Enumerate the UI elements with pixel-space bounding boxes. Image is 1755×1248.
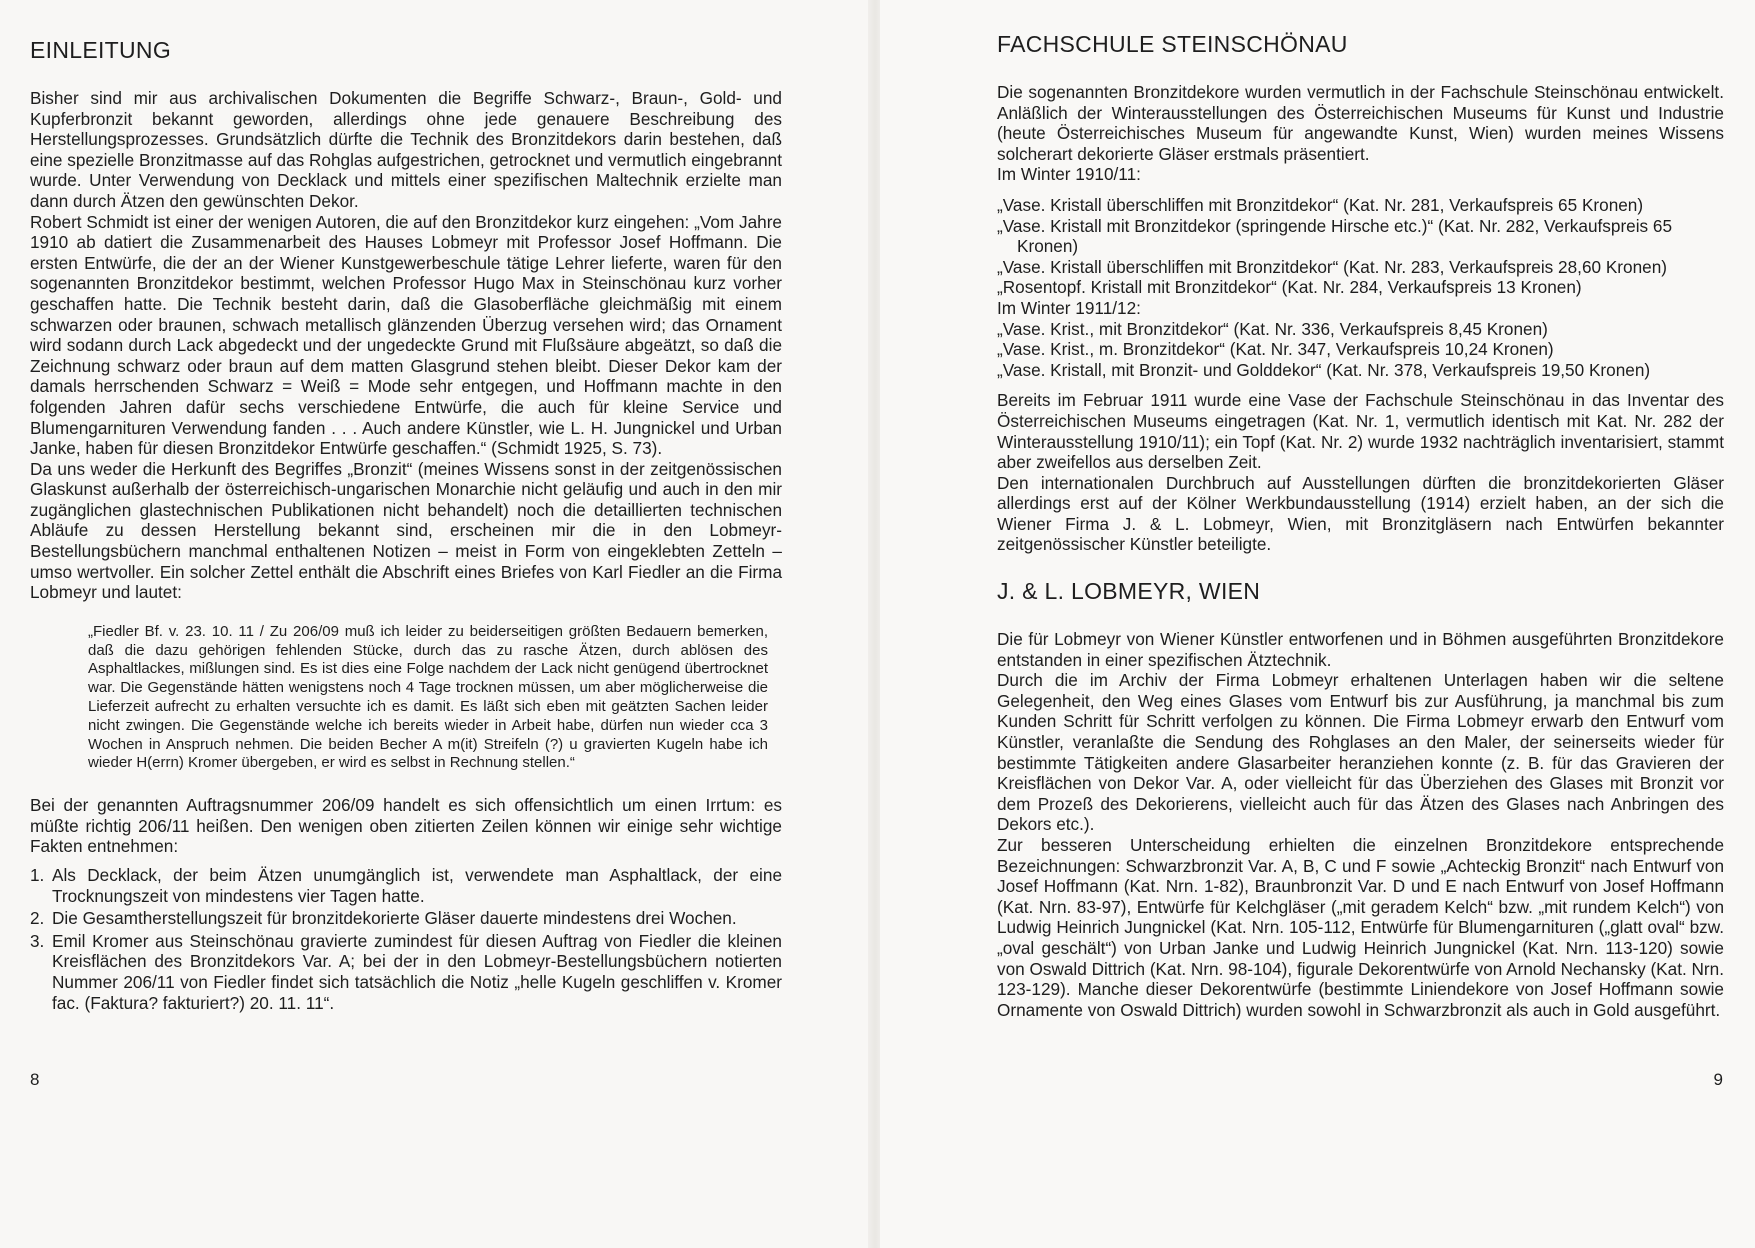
catalog-entry: „Rosentopf. Kristall mit Bronzitdekor“ (Kat. Nr. 284, Verkaufspreis 13 Kronen) — [997, 277, 1582, 298]
page-number-left: 8 — [30, 1070, 40, 1089]
list-number: 3. — [30, 930, 45, 951]
list-item — [30, 865, 782, 906]
list-number: 2. — [30, 908, 45, 929]
winter-1910-label: Im Winter 1910/11: — [997, 164, 1141, 185]
left-text-column — [30, 36, 782, 1015]
page-number-right: 9 — [1713, 1070, 1723, 1089]
list-item — [30, 931, 782, 1013]
paragraph-auftragsnummer: Bei der genannten Auftragsnummer 206/09 handelt es sich offensichtlich um einen Irrtum: es müßte richtig 206/11 heißen. Den wenigen oben zitierten Zeilen können wir einige sehr wichtige Fakten entnehmen: — [30, 795, 782, 857]
catalog-entry: „Vase. Kristall überschliffen mit Bronzitdekor“ (Kat. Nr. 281, Verkaufspreis 65 Kronen) — [997, 194, 1644, 215]
left-page — [0, 0, 870, 1248]
catalog-entry: „Vase. Krist., m. Bronzitdekor“ (Kat. Nr. 347, Verkaufspreis 10,24 Kronen) — [997, 339, 1554, 360]
list-item — [30, 908, 782, 929]
heading-fachschule: FACHSCHULE STEINSCHÖNAU — [997, 31, 1348, 57]
paragraph-lobmeyr-2: Durch die im Archiv der Firma Lobmeyr erhaltenen Unterlagen haben wir die seltene Gelegenheit, den Weg eines Glases vom Entwurf bis zur Ausführung, ja manchmal bis zum Kunden Schritt für Schritt verfolgen zu können. Die Firma Lobmeyr erwarb den Entwurf vom Künstler, veranlaßte die Sendung des Rohglases an den Maler, der seinerseits wieder für bestimmte Tätigkeiten andere Glasarbeiter heranziehen konnte (z. B. für das Gravieren der Kreisflächen von Dekor Var. A, oder vielleicht für das Überziehen des Glases mit Bronzit vor dem Prozeß des Dekorierens, vielleicht auch für das Ätzen des Glases nach Anbringen des Dekors etc.). — [997, 670, 1724, 835]
right-page — [880, 0, 1755, 1248]
paragraph-februar-1911: Bereits im Februar 1911 wurde eine Vase der Fachschule Steinschönau in das Inventar des Österreichischen Museums eingetragen (Kat. Nr. 1, vermutlich identisch mit Kat. Nr. 282 der Winterausstellung 1910/11); ein Topf (Kat. Nr. 2) wurde 1932 nachträglich inventarisiert, stammt aber zweifellos aus derselben Zeit. — [997, 390, 1724, 473]
paragraph-lobmeyr-1: Die für Lobmeyr von Wiener Künstler entworfenen und in Böhmen ausgeführten Bronzitdekore entstanden in einer spezifischen Ätztechnik. — [997, 629, 1724, 670]
paragraph-koelner-werkbund: Den internationalen Durchbruch auf Ausstellungen dürften die bronzitdekorierten Gläser allerdings erst auf der Kölner Werkbundausstellung (1914) erzielt haben, an der sich die Wiener Firma J. & L. Lobmeyr, Wien, mit Bronzitgläsern nach Entwürfen bekannter zeitgenössischer Künstler beteiligte. — [997, 472, 1724, 555]
paragraph-schmidt: Robert Schmidt ist einer der wenigen Autoren, die auf den Bronzitdekor kurz eingehen: „Vom Jahre 1910 ab datiert die Zusammenarbeit des Hauses Lobmeyr mit Professor Josef Hoffmann. Die ersten Entwürfe, die der an der Wiener Kunstgewerbeschule tätige Lehrer lieferte, waren für den sogenannten Bronzitdekor bestimmt, welchen Professor Hugo Max in Steinschönau kurz vorher geschaffen hatte. Die Technik besteht darin, daß die Glasoberfläche gleichmäßig mit einem schwarzen oder braunen, schwach metallisch glänzenden Überzug versehen wird; das Ornament wird sodann durch Lack abgedeckt und der ungedeckte Grund mit Flußsäure abgeätzt, so daß die Zeichnung schwarz oder braun auf dem matten Glasgrund stehen bleibt. Dieser Dekor kam der damals herrschenden Schwarz = Weiß = Mode sehr entgegen, und Hoffmann machte in den folgenden Jahren dafür sechs verschiedene Entwürfe, die auch für kleine Service und Blumengarnituren Verwendung fanden . . . Auch andere Künstler, wie L. H. Jungnickel und Urban Janke, haben für diesen Bronzitdekor Entwürfe geschaffen.“ (Schmidt 1925, S. 73). — [30, 211, 782, 459]
list-text: Die Gesamtherstellungszeit für bronzitdekorierte Gläser dauerte mindestens drei Wochen. — [52, 908, 737, 929]
catalog-entry: „Vase. Kristall überschliffen mit Bronzitdekor“ (Kat. Nr. 283, Verkaufspreis 28,60 Kronen) — [997, 256, 1667, 277]
list-text: Emil Kromer aus Steinschönau gravierte zumindest für diesen Auftrag von Fiedler die kleinen Kreisflächen des Bronzitdekors Var. A; bei der in den Lobmeyr-Bestellungsbüchern notierten Nummer 206/11 von Fiedler findet sich tatsächlich die Notiz „helle Kugeln geschliffen v. Kromer fac. (Faktura? fakturiert?) 20. 11. 11“. — [52, 930, 782, 1013]
fiedler-letter-quote: „Fiedler Bf. v. 23. 10. 11 / Zu 206/09 muß ich leider zu beiderseitigen größten Bedauern bemerken, daß die dazu gehörigen fehlenden Stücke, durch das zu rasche Ätzen, durch ablösen des Asphaltlackes, mißlungen sind. Es ist dies eine Folge nachdem der Lack nicht genügend übertrocknet war. Die Gegenstände hätten wenigstens noch 4 Tage trocknen müssen, um aber möglicherweise die Lieferzeit aufrecht zu erhalten versuchte ich es damit. Es läßt sich eben mit geätzten Sachen leider nicht zwingen. Die Gegenstände welche ich bereits wieder in Arbeit habe, dürfen nun wieder cca 3 Wochen in Anspruch nehmen. Die beiden Becher A m(it) Streifeln (?) u gravierten Kugeln habe ich wieder H(errn) Kromer übergeben, er wird es selbst in Rechnung stellen.“ — [88, 622, 768, 772]
paragraph-bronzit: Da uns weder die Herkunft des Begriffes „Bronzit“ (meines Wissens sonst in der zeitgenössischen Glaskunst außerhalb der österreichisch-ungarischen Monarchie nicht geläufig und auch in den mir zugänglichen glastechnischen Publikationen nicht behandelt) noch die detaillierten technischen Abläufe zu dessen Herstellung bekannt sind, erscheinen mir die in den Lobmeyr-Bestellungsbüchern manchmal enthaltenen Notizen – meist in Form von eingeklebten Zetteln – umso wertvoller. Ein solcher Zettel enthält die Abschrift eines Briefes von Karl Fiedler an die Firma Lobmeyr und lautet: — [30, 458, 782, 603]
catalog-entry: „Vase. Kristall, mit Bronzit- und Golddekor“ (Kat. Nr. 378, Verkaufspreis 19,50 Kronen) — [997, 359, 1651, 380]
catalog-entry: „Vase. Kristall mit Bronzitdekor (springende Hirsche etc.)“ (Kat. Nr. 282, Verkaufspreis 65 Kronen) — [997, 215, 1673, 257]
winter-1911-label: Im Winter 1911/12: — [997, 297, 1141, 318]
list-number: 1. — [30, 865, 45, 885]
catalog-entries-1910 — [997, 195, 1724, 380]
paragraph-lobmeyr-3: Zur besseren Unterscheidung erhielten die einzelnen Bronzitdekore entsprechende Bezeichnungen: Schwarzbronzit Var. A, B, C und F sowie „Achteckig Bronzit“ nach Entwurf von Josef Hoffmann (Kat. Nrn. 1-82), Braunbronzit Var. D und E nach Entwurf von Josef Hoffmann (Kat. Nrn. 83-97), Entwürfe für Kelchgläser („mit geradem Kelch“ bzw. „mit rundem Kelch“) von Ludwig Heinrich Jungnickel (Kat. Nrn. 105-112, Entwürfe für Blumengarnituren („glatt oval“ bzw. „oval geschält“) von Urban Janke und Ludwig Heinrich Jungnickel (Kat. Nrn. 113-120) sowie von Oswald Dittrich (Kat. Nrn. 98-104), figurale Dekorentwürfe von Arnold Nechansky (Kat. Nrn. 123-129). Manche dieser Dekorentwürfe (bestimmte Liniendekore von Josef Hoffmann sowie Ornamente von Oswald Dittrich) wurden sowohl in Schwarzbronzit als auch in Gold ausgeführt. — [997, 835, 1724, 1020]
heading-lobmeyr: J. & L. LOBMEYR, WIEN — [997, 578, 1261, 605]
list-text: Als Decklack, der beim Ätzen unumgänglich ist, verwendete man Asphaltlack, der eine Trocknungszeit von mindestens vier Tagen hatte. — [52, 865, 782, 906]
paragraph-intro: Bisher sind mir aus archivalischen Dokumenten die Begriffe Schwarz-, Braun-, Gold- und Kupferbronzit bekannt geworden, allerdings ohne jede genauere Beschreibung des Herstellungsprozesses. Grundsätzlich dürfte die Technik des Bronzitdekors darin bestehen, daß eine spezielle Bronzitmasse auf das Rohglas aufgestrichen, getrocknet und vermutlich eingebrannt wurde. Unter Verwendung von Decklack und mittels einer spezifischen Maltechnik erzielte man dann durch Ätzen den gewünschten Dekor. — [30, 88, 782, 211]
facts-list — [30, 865, 782, 1013]
right-text-column — [997, 30, 1724, 1020]
paragraph-fachschule-intro: Die sogenannten Bronzitdekore wurden vermutlich in der Fachschule Steinschönau entwickelt. Anläßlich der Winterausstellungen des Österreichischen Museums für Kunst und Industrie (heute Österreichisches Museum für angewandte Kunst, Wien) wurden meines Wissens solcherart dekorierte Gläser erstmals präsentiert. — [997, 82, 1724, 164]
catalog-entry: „Vase. Krist., mit Bronzitdekor“ (Kat. Nr. 336, Verkaufspreis 8,45 Kronen) — [997, 318, 1548, 339]
heading-einleitung: EINLEITUNG — [30, 37, 172, 63]
